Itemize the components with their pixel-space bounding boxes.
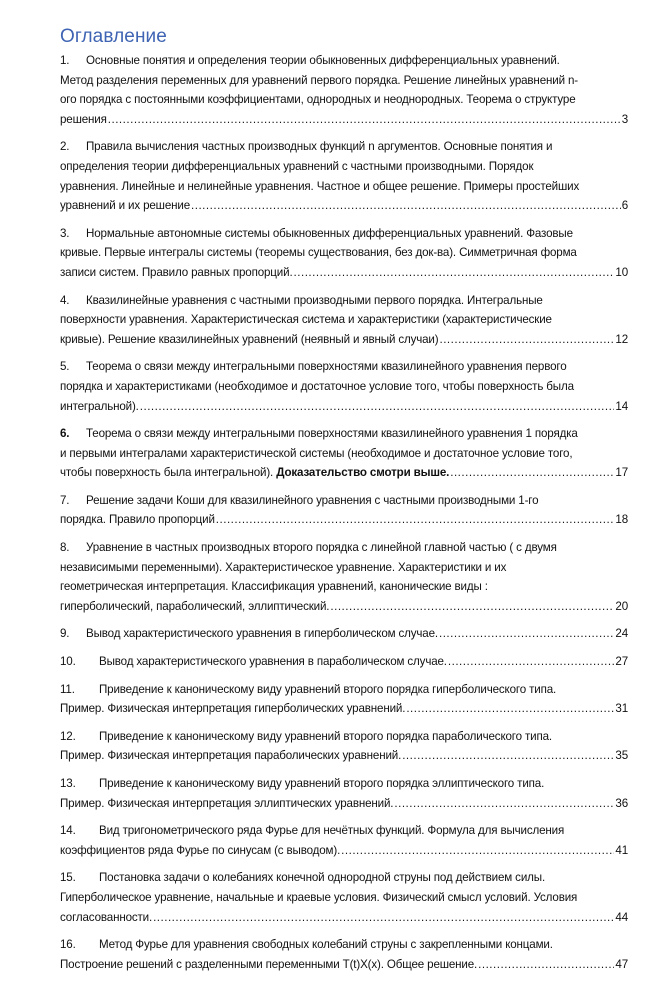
toc-entry-number: 11. — [60, 682, 75, 696]
toc-entry-line — [60, 243, 628, 263]
toc-entry-number: 2. — [60, 140, 70, 154]
toc-entry[interactable] — [60, 821, 628, 860]
toc-entry-last-line — [60, 510, 628, 530]
toc-page-number[interactable]: 36 — [615, 796, 628, 810]
toc-entry[interactable] — [60, 774, 628, 813]
toc-entry-line — [60, 357, 628, 377]
toc-entry-line — [60, 177, 628, 197]
toc-entry-text: и первыми интегралами характеристической системы (необходимое и достаточное условие того, — [60, 446, 573, 460]
toc-entry-line — [60, 821, 628, 841]
toc-entry-text: Метод разделения переменных для уравнений первого порядка. Решение линейных уравнений n- — [60, 73, 578, 87]
toc-entry-text: Правила вычисления частных производных функций n аргументов. Основные понятия и — [86, 140, 553, 154]
toc-entry-line — [60, 727, 628, 747]
toc-entry-text — [60, 597, 329, 617]
toc-entry-number: 13. — [60, 777, 76, 790]
toc-entry-text — [60, 624, 438, 644]
toc-entry-text-tail: Пример. Физическая интерпретация параболических уравнений. — [60, 749, 402, 763]
toc-title: Оглавление — [60, 26, 167, 47]
toc-page-number[interactable]: 35 — [615, 749, 628, 763]
toc-leader-dots — [191, 196, 621, 216]
toc-entry-text-tail: Пример. Физическая интерпретация гиперболических уравнений. — [60, 702, 406, 716]
toc-page-number[interactable]: 31 — [615, 702, 628, 716]
toc-entry-bold-note: Доказательство смотри выше. — [276, 466, 450, 480]
toc-entry-text: Постановка задачи о колебаниях конечной однородной струны под действием силы. — [99, 871, 546, 885]
toc-entry-last-line — [60, 263, 628, 283]
toc-page-number[interactable]: 10 — [615, 265, 628, 279]
toc-entry-line — [60, 868, 628, 888]
toc-entry-text-tail: согласованности. — [60, 910, 153, 924]
toc-entry-text: Вид тригонометрического ряда Фурье для нечётных функций. Формула для вычисления — [99, 824, 565, 838]
toc-leader-dots — [140, 397, 615, 417]
toc-entry[interactable] — [60, 424, 628, 483]
toc-leader-dots — [153, 908, 614, 928]
toc-entry[interactable] — [60, 935, 628, 974]
toc-entry-last-line — [60, 624, 628, 644]
toc-entry-line — [60, 291, 628, 311]
toc-entry-text: уравнения. Линейные и нелинейные уравнения. Частное и общее решение. Примеры простейших — [60, 179, 580, 193]
toc-entry-text-tail: уравнений и их решение — [60, 199, 191, 213]
toc-entry[interactable] — [60, 51, 628, 129]
toc-leader-dots — [330, 597, 614, 617]
toc-entry-text — [60, 908, 152, 928]
toc-entry-text: Нормальные автономные системы обыкновенных дифференциальных уравнений. Фазовые — [86, 226, 573, 240]
toc-entry-line — [60, 424, 628, 444]
toc-entry-number: 16. — [60, 938, 76, 952]
toc-entry-text: порядка и характеристиками (необходимое и достаточное условие того, чтобы поверхность была — [60, 379, 574, 393]
toc-page-number[interactable]: 3 — [621, 112, 628, 126]
toc-leader-dots — [341, 841, 614, 861]
toc-entry-text-tail: коэффициентов ряда Фурье по синусам (с выводом). — [60, 843, 341, 857]
toc-entry-number: 5. — [60, 360, 70, 374]
toc-entry-text: Теорема о связи между интегральными поверхностями квазилинейного уравнения 1 порядка — [86, 427, 578, 441]
toc-entry-text: геометрическая интерпретация. Классификация уравнений, канонические виды : — [60, 580, 488, 594]
toc-page-number[interactable]: 17 — [615, 466, 628, 480]
toc-entry-last-line — [60, 955, 628, 975]
toc-page-number[interactable]: 14 — [615, 399, 628, 413]
toc-entry[interactable] — [60, 137, 628, 215]
toc-entry-last-line — [60, 794, 628, 814]
toc-entry-text — [60, 699, 405, 719]
toc-entry-text: Гиперболическое уравнение, начальные и краевые условия. Физический смысл условий. Условия — [60, 890, 578, 904]
toc-entry-text — [60, 652, 447, 672]
toc-entry-text: ого порядка с постоянными коэффициентами, однородных и неоднородных. Теорема о структуре — [60, 93, 576, 107]
toc-entry-line — [60, 157, 628, 177]
toc-entry-text: определения теории дифференциальных уравнений с частными производными. Порядок — [60, 159, 534, 173]
toc-entry-last-line — [60, 699, 628, 719]
toc-entry[interactable] — [60, 868, 628, 927]
toc-entry-line — [60, 888, 628, 908]
toc-entry-last-line — [60, 746, 628, 766]
toc-entry-number: 15. — [60, 871, 76, 885]
toc-entry-line — [60, 577, 628, 597]
toc-page — [60, 26, 628, 982]
toc-entry-line — [60, 680, 628, 700]
toc-entry-line — [60, 935, 628, 955]
toc-page-number[interactable]: 12 — [615, 332, 628, 346]
toc-entry-text — [60, 955, 477, 975]
toc-leader-dots — [294, 263, 615, 283]
toc-entry[interactable] — [60, 538, 628, 616]
toc-leader-dots — [394, 794, 614, 814]
toc-leader-dots — [478, 955, 614, 975]
toc-entry-number: 8. — [60, 541, 70, 555]
toc-entry-text-tail: Построение решений с разделенными переменными T(t)X(x). Общее решение. — [60, 957, 478, 971]
toc-entry-number: 9. — [60, 627, 70, 641]
toc-page-number[interactable]: 47 — [615, 957, 628, 971]
toc-entry-line — [60, 444, 628, 464]
toc-leader-dots — [406, 699, 614, 719]
toc-entry-text-tail: решения — [60, 112, 107, 126]
toc-entry-text: Основные понятия и определения теории обыкновенных дифференциальных уравнений. — [86, 54, 560, 67]
toc-leader-dots — [439, 624, 614, 644]
toc-entry-line — [60, 310, 628, 330]
toc-page-number[interactable]: 41 — [615, 843, 628, 857]
toc-entry-text: Уравнение в частных производных второго порядка с линейной главной частью ( с двумя — [86, 541, 557, 555]
toc-entry-text-tail: Вывод характеристического уравнения в гиперболическом случае. — [86, 627, 438, 641]
toc-entry-text-tail: интегральной). — [60, 399, 139, 413]
toc-entry-text — [60, 397, 139, 417]
toc-entry-text — [60, 196, 190, 216]
toc-page-number[interactable]: 44 — [615, 910, 628, 924]
toc-entry-text: Метод Фурье для уравнения свободных колебаний струны с закрепленными концами. — [99, 938, 553, 952]
toc-entry-number: 4. — [60, 293, 70, 307]
toc-entry-text: Приведение к каноническому виду уравнений второго порядка параболического типа. — [99, 729, 552, 743]
toc-entry-line — [60, 774, 628, 794]
toc-entry-line — [60, 137, 628, 157]
toc-entry[interactable] — [60, 491, 628, 530]
toc-leader-dots — [450, 463, 614, 483]
toc-entry-line — [60, 51, 628, 71]
toc-entry-text-tail: Пример. Физическая интерпретация эллиптических уравнений. — [60, 796, 394, 810]
toc-page-number[interactable]: 6 — [621, 199, 628, 213]
toc-entry[interactable] — [60, 727, 628, 766]
toc-entry-text: Теорема о связи между интегральными поверхностями квазилинейного уравнения первого — [86, 360, 567, 374]
toc-leader-dots — [439, 330, 614, 350]
toc-entry-text-tail: гиперболический, параболический, эллиптический. — [60, 599, 330, 613]
toc-entry-number: 10. — [60, 655, 76, 669]
toc-entry-last-line — [60, 908, 628, 928]
toc-entry-last-line — [60, 110, 628, 130]
toc-entry-line — [60, 558, 628, 578]
toc-entry-last-line — [60, 330, 628, 350]
toc-entry-line — [60, 377, 628, 397]
toc-entry-last-line — [60, 652, 628, 672]
toc-entry-number: 7. — [60, 493, 70, 507]
toc-leader-dots — [108, 110, 621, 130]
toc-leader-dots — [448, 652, 615, 672]
toc-entry[interactable] — [60, 357, 628, 416]
toc-entry-last-line — [60, 397, 628, 417]
toc-entry[interactable] — [60, 291, 628, 350]
toc-entry-line — [60, 71, 628, 91]
toc-entry-text: Квазилинейные уравнения с частными производными первого порядка. Интегральные — [86, 293, 543, 307]
toc-entry-line — [60, 538, 628, 558]
toc-entry-text: Приведение к каноническому виду уравнений второго порядка гиперболического типа. — [99, 682, 557, 696]
toc-entry[interactable] — [60, 652, 628, 672]
toc-entry-text — [60, 330, 438, 350]
toc-entry-text — [60, 510, 215, 530]
toc-entry-line — [60, 491, 628, 511]
toc-page-number[interactable]: 18 — [615, 513, 628, 527]
toc-entry-text-tail: Вывод характеристического уравнения в параболическом случае. — [99, 655, 447, 669]
toc-entry-line — [60, 90, 628, 110]
toc-entry-number: 14. — [60, 824, 76, 838]
toc-entry-text — [60, 263, 293, 283]
toc-leader-dots — [216, 510, 615, 530]
toc-entry-last-line — [60, 841, 628, 861]
toc-page-number[interactable]: 20 — [615, 599, 628, 613]
toc-leader-dots — [402, 746, 614, 766]
toc-entry-text-tail: порядка. Правило пропорций — [60, 513, 215, 527]
toc-entry-text — [60, 110, 107, 130]
toc-entry-text-tail: чтобы поверхность была интегральной). — [60, 466, 277, 480]
toc-entry[interactable] — [60, 624, 628, 644]
toc-list — [60, 51, 628, 974]
toc-entry[interactable] — [60, 224, 628, 283]
toc-entry[interactable] — [60, 680, 628, 719]
toc-entry-text: поверхности уравнения. Характеристическая система и характеристики (характеристические — [60, 313, 552, 327]
toc-entry-number: 12. — [60, 729, 76, 743]
toc-entry-number: 3. — [60, 226, 70, 240]
toc-entry-text — [60, 746, 401, 766]
toc-entry-text — [60, 841, 340, 861]
toc-entry-last-line — [60, 463, 628, 483]
toc-page-number[interactable]: 24 — [615, 627, 628, 641]
toc-entry-text: Решение задачи Коши для квазилинейного уравнения с частными производными 1-го — [86, 493, 539, 507]
toc-entry-text: независимыми переменными). Характеристическое уравнение. Характеристики и их — [60, 560, 507, 574]
toc-entry-text: кривые. Первые интегралы системы (теоремы существования, без док-ва). Симметричная форма — [60, 246, 577, 260]
toc-entry-text — [60, 463, 449, 483]
toc-entry-text-tail: кривые). Решение квазилинейных уравнений (неявный и явный случаи) — [60, 332, 439, 346]
toc-entry-line — [60, 224, 628, 244]
toc-entry-number: 1. — [60, 54, 70, 67]
toc-entry-last-line — [60, 597, 628, 617]
toc-entry-number: 6. — [60, 427, 70, 441]
toc-entry-last-line — [60, 196, 628, 216]
toc-entry-text: Приведение к каноническому виду уравнений второго порядка эллиптического типа. — [99, 777, 545, 790]
toc-page-number[interactable]: 27 — [615, 655, 628, 669]
toc-entry-text-tail: записи систем. Правило равных пропорций. — [60, 265, 293, 279]
toc-entry-text — [60, 794, 393, 814]
